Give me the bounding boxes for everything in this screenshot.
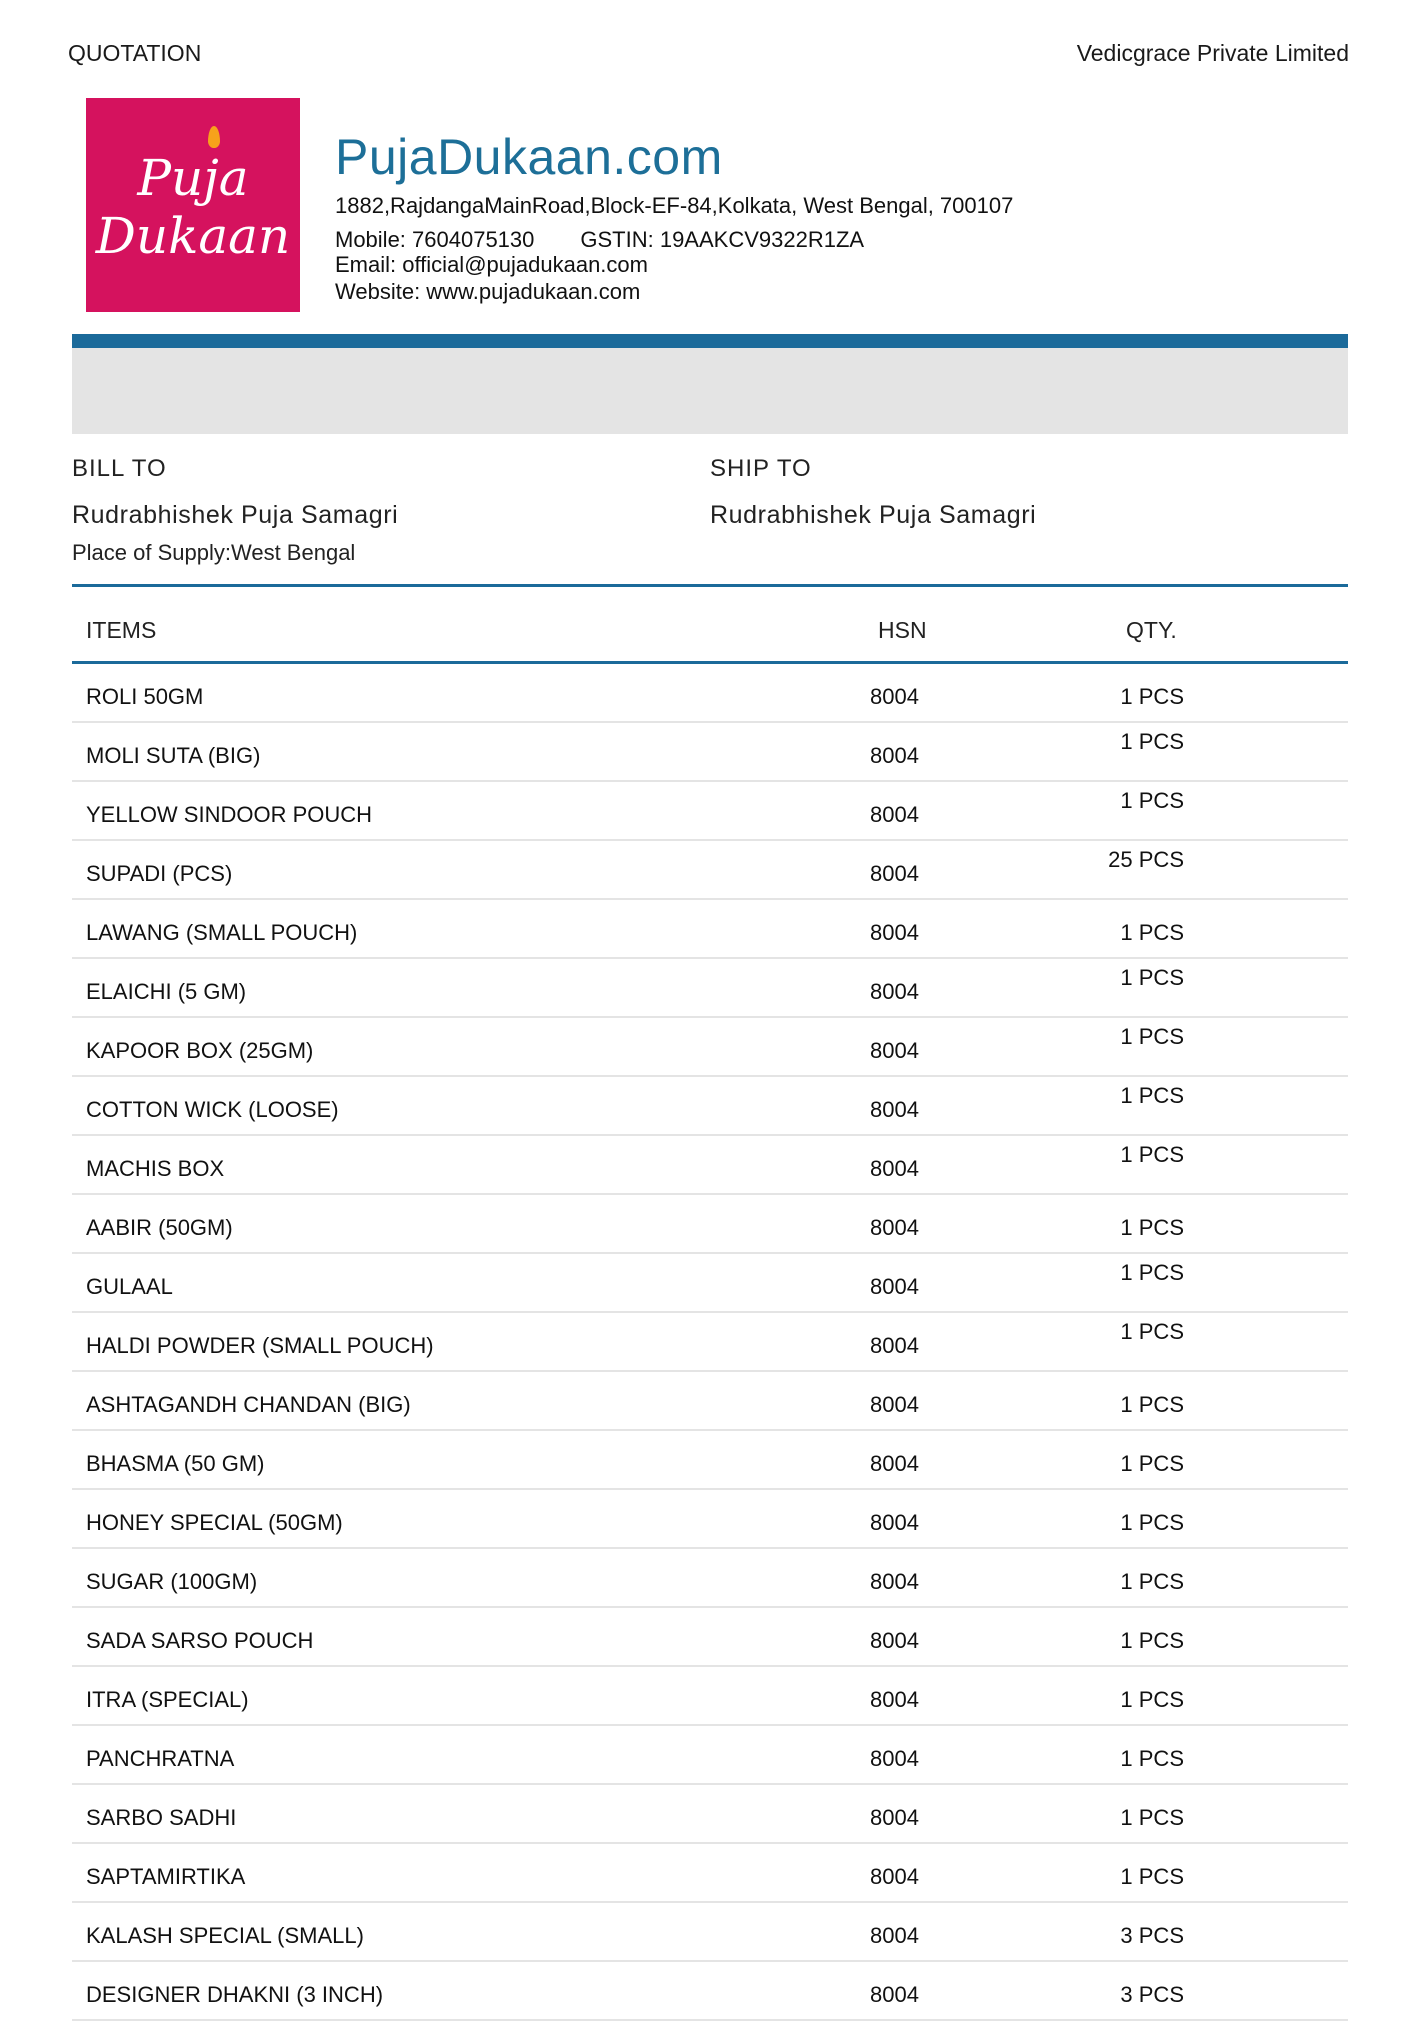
table-row — [72, 1785, 1348, 1844]
item-hsn: 8004 — [870, 1333, 919, 1358]
table-row — [72, 1313, 1348, 1372]
item-hsn: 8004 — [870, 1510, 919, 1535]
business-email: Email: official@pujadukaan.com — [335, 252, 648, 277]
business-contact — [335, 227, 864, 253]
item-name: KALASH SPECIAL (SMALL) — [86, 1923, 364, 1948]
table-row — [72, 1667, 1348, 1726]
item-name: LAWANG (SMALL POUCH) — [86, 920, 358, 945]
item-qty: 1 PCS — [1120, 1319, 1184, 1344]
header-divider — [72, 334, 1348, 348]
item-hsn: 8004 — [870, 861, 919, 886]
item-qty: 1 PCS — [1120, 1569, 1184, 1594]
item-qty: 1 PCS — [1120, 684, 1184, 709]
item-hsn: 8004 — [870, 743, 919, 768]
item-name: MACHIS BOX — [86, 1156, 225, 1181]
item-name: COTTON WICK (LOOSE) — [86, 1097, 339, 1122]
item-qty: 1 PCS — [1120, 1451, 1184, 1476]
item-hsn: 8004 — [870, 1982, 919, 2007]
item-name: DESIGNER DHAKNI (3 INCH) — [86, 1982, 384, 2007]
item-qty: 3 PCS — [1120, 1923, 1184, 1948]
item-hsn: 8004 — [870, 1451, 919, 1476]
item-hsn: 8004 — [870, 920, 919, 945]
business-gstin: GSTIN: 19AAKCV9322R1ZA — [580, 227, 865, 252]
item-qty: 1 PCS — [1120, 1083, 1184, 1108]
table-row — [72, 1962, 1348, 2021]
logo-text-line1: Puja — [137, 149, 249, 207]
table-body — [72, 664, 1348, 2021]
table-row — [72, 1903, 1348, 1962]
item-qty: 1 PCS — [1120, 1510, 1184, 1535]
item-name: SUGAR (100GM) — [86, 1569, 258, 1594]
item-hsn: 8004 — [870, 1805, 919, 1830]
item-name: GULAAL — [86, 1274, 173, 1299]
item-name: SAPTAMIRTIKA — [86, 1864, 246, 1889]
business-mobile: Mobile: 7604075130 — [335, 227, 535, 252]
item-hsn: 8004 — [870, 802, 919, 827]
item-hsn: 8004 — [870, 1392, 919, 1417]
item-qty: 1 PCS — [1120, 1746, 1184, 1771]
item-name: AABIR (50GM) — [86, 1215, 233, 1240]
table-row — [72, 1136, 1348, 1195]
place-of-supply: Place of Supply:West Bengal — [72, 540, 356, 565]
table-row — [72, 1018, 1348, 1077]
item-hsn: 8004 — [870, 1864, 919, 1889]
item-hsn: 8004 — [870, 1923, 919, 1948]
items-table — [72, 584, 1348, 2021]
item-qty: 1 PCS — [1120, 788, 1184, 813]
item-name: MOLI SUTA (BIG) — [86, 743, 261, 768]
item-name: ROLI 50GM — [86, 684, 204, 709]
company-name: Vedicgrace Private Limited — [1076, 40, 1349, 66]
ship-to-heading: SHIP TO — [710, 455, 812, 482]
item-name: ITRA (SPECIAL) — [86, 1687, 249, 1712]
table-row — [72, 664, 1348, 723]
item-hsn: 8004 — [870, 1097, 919, 1122]
document-type: QUOTATION — [68, 40, 202, 66]
item-name: PANCHRATNA — [86, 1746, 235, 1771]
item-qty: 1 PCS — [1120, 1260, 1184, 1285]
item-qty: 1 PCS — [1120, 1687, 1184, 1712]
item-name: ASHTAGANDH CHANDAN (BIG) — [86, 1392, 411, 1417]
bill-to-heading: BILL TO — [72, 455, 167, 482]
table-row — [72, 1549, 1348, 1608]
item-qty: 1 PCS — [1120, 920, 1184, 945]
table-row — [72, 782, 1348, 841]
business-website: Website: www.pujadukaan.com — [335, 279, 641, 304]
bill-to-name: Rudrabhishek Puja Samagri — [72, 501, 399, 529]
item-hsn: 8004 — [870, 1687, 919, 1712]
item-hsn: 8004 — [870, 1156, 919, 1181]
puja-dukaan-logo — [86, 98, 300, 312]
item-qty: 25 PCS — [1108, 847, 1184, 872]
item-hsn: 8004 — [870, 1274, 919, 1299]
table-row — [72, 723, 1348, 782]
item-name: KAPOOR BOX (25GM) — [86, 1038, 314, 1063]
item-hsn: 8004 — [870, 1746, 919, 1771]
table-row — [72, 1490, 1348, 1549]
bill-to-section — [72, 455, 398, 566]
item-qty: 1 PCS — [1120, 1215, 1184, 1240]
item-name: ELAICHI (5 GM) — [86, 979, 247, 1004]
item-hsn: 8004 — [870, 1628, 919, 1653]
table-row — [72, 1254, 1348, 1313]
item-qty: 1 PCS — [1120, 1024, 1184, 1049]
item-hsn: 8004 — [870, 684, 919, 709]
item-qty: 1 PCS — [1120, 729, 1184, 754]
column-header-hsn: HSN — [878, 617, 927, 643]
table-row — [72, 900, 1348, 959]
item-hsn: 8004 — [870, 1038, 919, 1063]
table-row — [72, 1077, 1348, 1136]
ship-to-section — [710, 455, 1036, 530]
item-name: SADA SARSO POUCH — [86, 1628, 314, 1653]
table-row — [72, 841, 1348, 900]
ship-to-name: Rudrabhishek Puja Samagri — [710, 501, 1037, 529]
item-qty: 1 PCS — [1120, 1628, 1184, 1653]
item-qty: 1 PCS — [1120, 1142, 1184, 1167]
item-qty: 1 PCS — [1120, 965, 1184, 990]
column-header-items: ITEMS — [86, 617, 157, 643]
item-hsn: 8004 — [870, 1215, 919, 1240]
item-qty: 1 PCS — [1120, 1864, 1184, 1889]
flame-icon — [208, 126, 220, 148]
item-qty: 1 PCS — [1120, 1805, 1184, 1830]
item-qty: 1 PCS — [1120, 1392, 1184, 1417]
table-row — [72, 1195, 1348, 1254]
table-row — [72, 1431, 1348, 1490]
business-address: 1882,RajdangaMainRoad,Block-EF-84,Kolkata, West Bengal, 700107 — [335, 193, 1014, 218]
item-name: YELLOW SINDOOR POUCH — [86, 802, 373, 827]
item-name: BHASMA (50 GM) — [86, 1451, 265, 1476]
business-name: PujaDukaan.com — [335, 129, 723, 185]
logo-text-line2: Dukaan — [95, 207, 291, 265]
table-row — [72, 1608, 1348, 1667]
column-header-qty: QTY. — [1126, 617, 1177, 643]
table-row — [72, 1372, 1348, 1431]
item-name: SARBO SADHI — [86, 1805, 237, 1830]
item-hsn: 8004 — [870, 979, 919, 1004]
table-row — [72, 1726, 1348, 1785]
table-row — [72, 959, 1348, 1018]
item-hsn: 8004 — [870, 1569, 919, 1594]
item-qty: 3 PCS — [1120, 1982, 1184, 2007]
table-header — [72, 584, 1348, 664]
table-row — [72, 1844, 1348, 1903]
item-name: HONEY SPECIAL (50GM) — [86, 1510, 343, 1535]
item-name: SUPADI (PCS) — [86, 861, 233, 886]
header-band — [72, 348, 1348, 434]
item-name: HALDI POWDER (SMALL POUCH) — [86, 1333, 434, 1358]
